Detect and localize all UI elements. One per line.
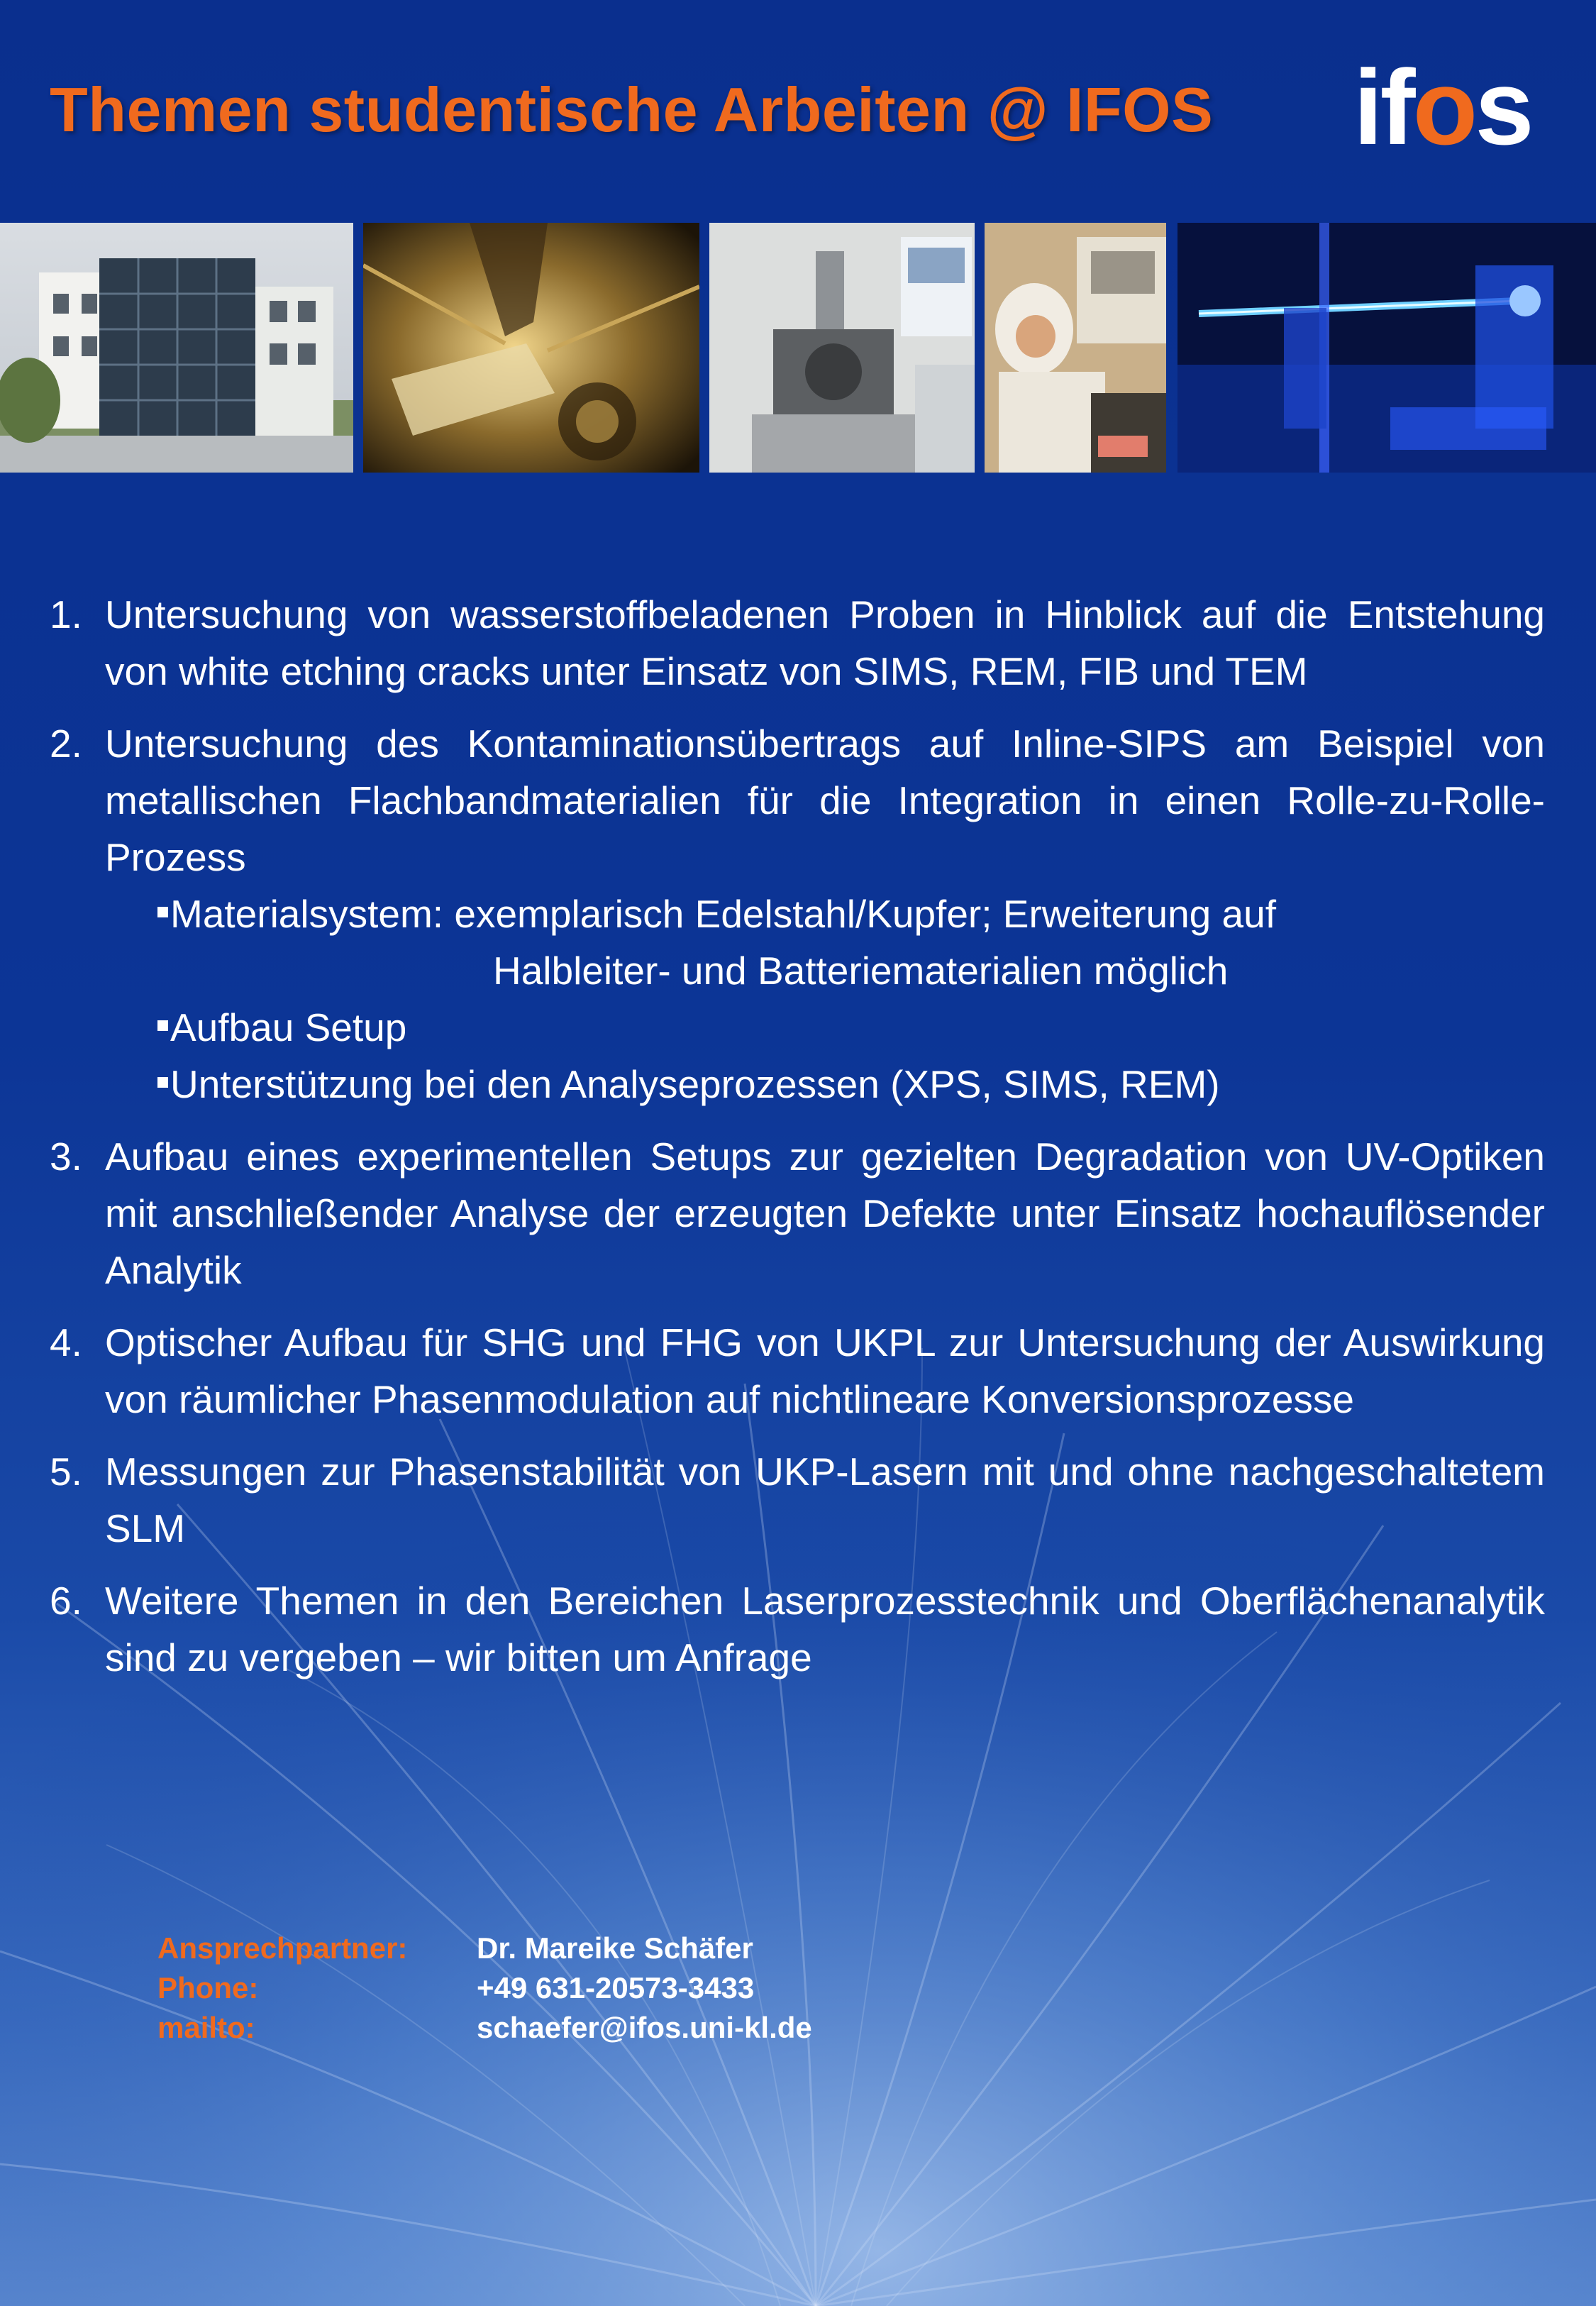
topic-text: Messungen zur Phasenstabilität von UKP-Lasern mit und ohne nachgeschaltetem SLM (105, 1450, 1545, 1550)
contact-person: Dr. Mareike Schäfer (477, 1931, 753, 1965)
topic-number: 1. (50, 592, 82, 636)
contact-label: Phone: (157, 1971, 259, 2004)
topic-subitems (50, 886, 1545, 1113)
building-photo (0, 223, 353, 473)
contact-row-mail (157, 2008, 812, 2048)
subitem-analyse-support (50, 1056, 1545, 1113)
square-bullet-icon (157, 1020, 168, 1031)
topic-number: 5. (50, 1450, 82, 1494)
subitem-text: Unterstützung bei den Analyseprozessen (XPS, SIMS, REM) (170, 1062, 1220, 1106)
contact-block (157, 1929, 812, 2048)
photo-strip (0, 223, 1596, 473)
blue-laser-setup-photo (1177, 223, 1596, 473)
subitem-materialsystem (50, 886, 1545, 999)
logo-prefix: if (1353, 48, 1413, 167)
topic-item-2 (50, 715, 1545, 1113)
subitem-text: Aufbau Setup (170, 1005, 407, 1049)
topic-text: Untersuchung von wasserstoffbeladenen Proben in Hinblick auf die Entstehung von white etching cracks unter Einsatz von SIMS, REM, FIB und TEM (105, 592, 1545, 693)
topic-item-4 (50, 1314, 1545, 1428)
topic-item-1 (50, 586, 1545, 700)
cleanroom-researcher-photo (985, 223, 1166, 473)
contact-label: mailto: (157, 2011, 255, 2044)
logo-accent-letter: o (1412, 48, 1475, 167)
topic-text: Untersuchung des Kontaminationsübertrags auf Inline-SIPS am Beispiel von metallischen Flachbandmaterialien für die Integration in einen Rolle-zu-Rolle-Prozess (105, 722, 1545, 879)
contact-label: Ansprechpartner: (157, 1931, 408, 1965)
topic-text: Weitere Themen in den Bereichen Laserprozesstechnik und Oberflächenanalytik sind zu vergeben – wir bitten um Anfrage (105, 1579, 1545, 1679)
subitem-continuation: Halbleiter- und Batteriematerialien möglich (493, 949, 1229, 993)
topic-number: 2. (50, 722, 82, 766)
ifos-logo (1353, 48, 1531, 167)
logo-suffix: s (1475, 48, 1531, 167)
topic-text: Optischer Aufbau für SHG und FHG von UKPL zur Untersuchung der Auswirkung von räumlicher Phasenmodulation auf nichtlineare Konversionsprozesse (105, 1320, 1545, 1421)
contact-phone[interactable]: +49 631-20573-3433 (477, 1971, 755, 2004)
contact-row-person (157, 1929, 812, 1968)
topic-item-5 (50, 1443, 1545, 1557)
contact-row-phone (157, 1968, 812, 2008)
subitem-aufbau-setup (50, 999, 1545, 1056)
square-bullet-icon (157, 907, 168, 917)
page-title: Themen studentische Arbeiten @ IFOS (50, 75, 1214, 145)
lab-chamber-photo (363, 223, 699, 473)
square-bullet-icon (157, 1077, 168, 1088)
contact-email-link[interactable]: schaefer@ifos.uni-kl.de (477, 2011, 812, 2044)
topic-item-6 (50, 1572, 1545, 1686)
topic-number: 4. (50, 1320, 82, 1364)
topic-text: Aufbau eines experimentellen Setups zur gezielten Degradation von UV-Optiken mit anschließender Analyse der erzeugten Defekte unter Einsatz hochauflösender Analytik (105, 1135, 1545, 1292)
topic-number: 6. (50, 1579, 82, 1623)
subitem-text: Materialsystem: exemplarisch Edelstahl/Kupfer; Erweiterung auf (170, 892, 1277, 936)
topic-item-3 (50, 1128, 1545, 1298)
analysis-instrument-photo (709, 223, 975, 473)
topic-list (50, 586, 1545, 1701)
topic-number: 3. (50, 1135, 82, 1179)
